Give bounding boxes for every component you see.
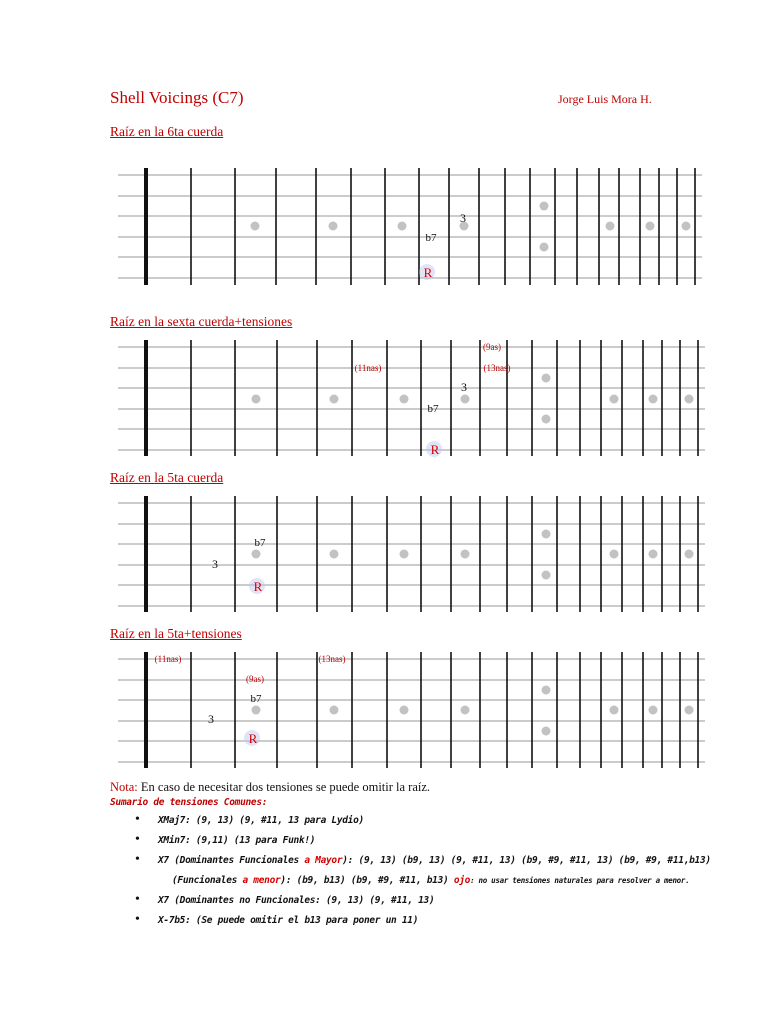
summary-item-dom7-nonfunctional: X7 (Dominantes no Funcionales: (9, 13) (9, #11, 13) [158,895,435,906]
third-label: 3 [461,380,467,394]
seventh-label: b7 [427,403,439,415]
thirteenth-tension-label: (13nas) [483,363,511,373]
third-label: 3 [208,712,214,726]
eleventh-tension-label: (11nas) [154,654,182,664]
note [110,780,430,795]
fretboard-6th-string-root-tensions [0,330,768,460]
summary-title: Sumario de tensiones Comunes: [110,797,268,808]
eleventh-tension-label: (11nas) [354,363,382,373]
root-label: R [253,579,263,594]
ninth-tension-label: (9as) [483,342,501,352]
section-title-5th-string-tensions: Raíz en la 5ta+tensiones [110,626,242,641]
third-label: 3 [212,557,218,571]
bullet: • [135,832,140,847]
ninth-tension-label: (9as) [246,674,264,684]
root-label: R [423,265,433,280]
note-text: En caso de necesitar dos tensiones se puede omitir la raíz. [137,780,431,794]
root-label: R [430,442,440,457]
page-title: Shell Voicings (C7) [110,88,244,107]
section-title-5th-string: Raíz en la 5ta cuerda [110,470,224,485]
fretboard-6th-string-root [0,155,768,300]
fretboard-5th-string-root-tensions [0,645,768,770]
root-label: R [248,731,258,746]
summary-item-maj7: XMaj7: (9, 13) (9, #11, 13 para Lydio) [158,815,364,826]
seventh-label: b7 [250,693,262,705]
bullet: • [135,852,140,867]
bullet: • [135,892,140,907]
seventh-label: b7 [254,537,266,549]
note-label: Nota: [110,780,138,794]
summary-item-min7: XMin7: (9,11) (13 para Funk!) [158,835,316,846]
thirteenth-tension-label: (13nas) [318,654,346,664]
section-title-6th-string: Raíz en la 6ta cuerda [110,124,224,139]
third-label: 3 [460,211,466,225]
seventh-label: b7 [425,232,437,244]
summary-item-half-diminished: X-7b5: (Se puede omitir el b13 para poner un 11) [158,915,419,926]
bullet: • [135,812,140,827]
summary-item-dom7-major: X7 (Dominantes Funcionales a Mayor): (9, 13) (b9, 13) (9, #11, 13) (b9, #9, #11, 13) (b9, #9, #11,b13) [158,855,711,866]
section-title-6th-string-tensions: Raíz en la sexta cuerda+tensiones [110,314,293,329]
fretboard-5th-string-root [0,490,768,615]
bullet: • [135,912,140,927]
summary-item-dom7-minor: (Funcionales a menor): (b9, b13) (b9, #9, #11, b13) ojo: no usar tensiones naturales para resolver a menor. [172,875,690,886]
author-name: Jorge Luis Mora H. [558,92,652,106]
